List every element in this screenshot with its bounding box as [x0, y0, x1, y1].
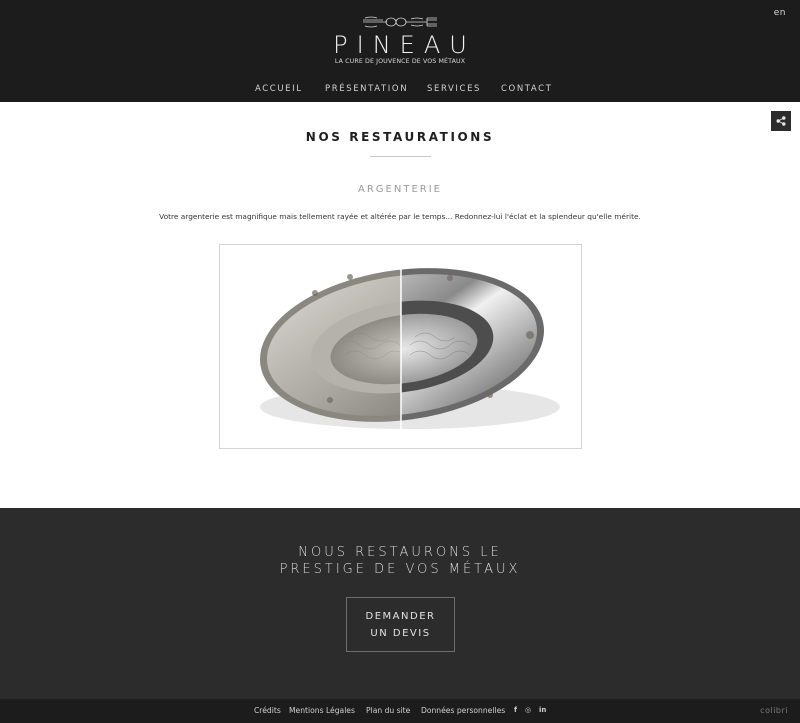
share-button[interactable] — [771, 111, 791, 131]
request-quote-line1: DEMANDER — [365, 610, 436, 622]
instagram-icon[interactable]: ◎ — [525, 706, 532, 714]
facebook-icon[interactable]: f — [514, 706, 518, 714]
cta-title — [0, 544, 800, 578]
cutlery-knife-fork-icon — [361, 15, 439, 29]
footer-link-sitemap[interactable]: Plan du site — [366, 706, 411, 715]
site-footer — [0, 699, 800, 723]
share-icon — [776, 116, 786, 126]
linkedin-icon[interactable]: in — [539, 706, 547, 714]
silver-plate-image — [220, 245, 581, 448]
intro-text: Votre argenterie est magnifique mais tellement rayée et altérée par le temps... Redonnez-lui l'éclat et la splendeur qu'elle mérite. — [159, 212, 641, 221]
before-after-slider[interactable] — [219, 244, 582, 449]
footer-link-legal[interactable]: Mentions Légales — [289, 706, 355, 715]
title-divider — [370, 156, 431, 157]
cta-title-line2: PRESTIGE DE VOS MÉTAUX — [279, 562, 521, 577]
brand-logo-text[interactable]: PINEAU — [333, 31, 476, 59]
language-switch[interactable]: en — [773, 8, 786, 18]
request-quote-button[interactable] — [346, 597, 455, 652]
site-header — [0, 0, 800, 102]
request-quote-line2: UN DEVIS — [370, 627, 431, 639]
nav-item-services[interactable]: SERVICES — [427, 84, 482, 94]
footer-link-credits[interactable]: Crédits — [254, 706, 281, 715]
compare-arrows-icon[interactable] — [220, 245, 240, 265]
section-subtitle: ARGENTERIE — [358, 184, 442, 195]
nav-item-contact[interactable]: CONTACT — [501, 84, 553, 94]
nav-item-accueil[interactable]: ACCUEIL — [255, 84, 303, 94]
page-title: NOS RESTAURATIONS — [305, 130, 495, 144]
cta-section — [0, 508, 800, 699]
colibri-credit[interactable]: colibri — [760, 706, 788, 715]
nav-item-presentation[interactable]: PRÉSENTATION — [325, 84, 409, 94]
cta-title-line1: NOUS RESTAURONS LE — [298, 545, 502, 560]
footer-link-privacy[interactable]: Données personnelles — [421, 706, 506, 715]
brand-tagline: LA CURE DE JOUVENCE DE VOS MÉTAUX — [334, 58, 466, 65]
